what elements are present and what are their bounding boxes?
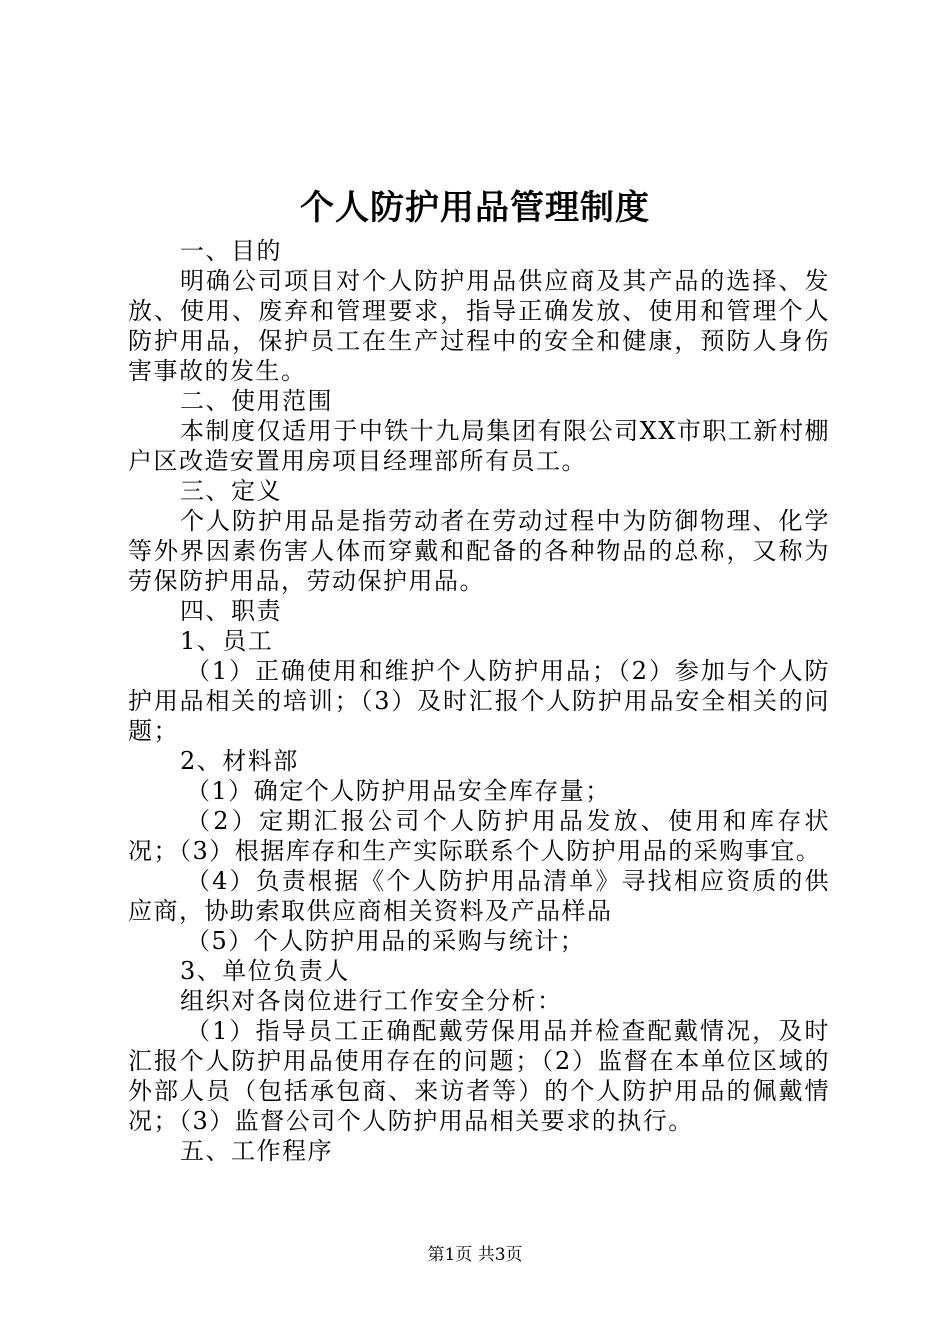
document-title: 个人防护用品管理制度 (300, 188, 650, 228)
unit-head-intro: 组织对各岗位进行工作安全分析： (180, 987, 563, 1015)
subheading-unit-head: 3、单位负责人 (180, 957, 350, 985)
materials-duty-1: （1）确定个人防护用品安全库存量； (186, 777, 611, 805)
subheading-employee: 1、员工 (180, 627, 274, 655)
unit-head-duties-paragraph: （1）指导员工正确配戴劳保用品并检查配戴情况，及时汇报个人防护用品使用存在的问题；（2）监督在本单位区域的外部人员（包括承包商、来访者等）的个人防护用品的佩戴情况；（3）监督公司个人防护用品相关要求的执行。 (128, 1017, 830, 1135)
scope-paragraph: 本制度仅适用于中铁十九局集团有限公司XX市职工新村棚户区改造安置用房项目经理部所有员工。 (128, 417, 830, 475)
section-heading-scope: 二、使用范围 (180, 387, 333, 415)
page-footer: 第1页 共3页 (427, 1245, 523, 1265)
employee-duties-paragraph: （1）正确使用和维护个人防护用品；（2）参加与个人防护用品相关的培训；（3）及时汇报个人防护用品安全相关的问题； (128, 657, 830, 745)
section-heading-responsibilities: 四、职责 (180, 597, 282, 625)
materials-duty-4: （4）负责根据《个人防护用品清单》寻找相应资质的供应商，协助索取供应商相关资料及产品样品 (128, 867, 830, 925)
definition-paragraph: 个人防护用品是指劳动者在劳动过程中为防御物理、化学等外界因素伤害人体而穿戴和配备的各种物品的总称，又称为劳保防护用品，劳动保护用品。 (128, 507, 830, 595)
purpose-paragraph: 明确公司项目对个人防护用品供应商及其产品的选择、发放、使用、废弃和管理要求，指导正确发放、使用和管理个人防护用品，保护员工在生产过程中的安全和健康，预防人身伤害事故的发生。 (128, 267, 830, 385)
section-heading-procedure: 五、工作程序 (180, 1137, 333, 1165)
materials-duty-2-3: （2）定期汇报公司个人防护用品发放、使用和库存状况；（3）根据库存和生产实际联系个人防护用品的采购事宜。 (128, 807, 830, 865)
section-heading-definition: 三、定义 (180, 477, 282, 505)
materials-duty-5: （5）个人防护用品的采购与统计； (186, 927, 586, 955)
section-heading-purpose: 一、目的 (180, 237, 282, 265)
subheading-materials-dept: 2、材料部 (180, 747, 299, 775)
document-body (128, 236, 830, 1166)
